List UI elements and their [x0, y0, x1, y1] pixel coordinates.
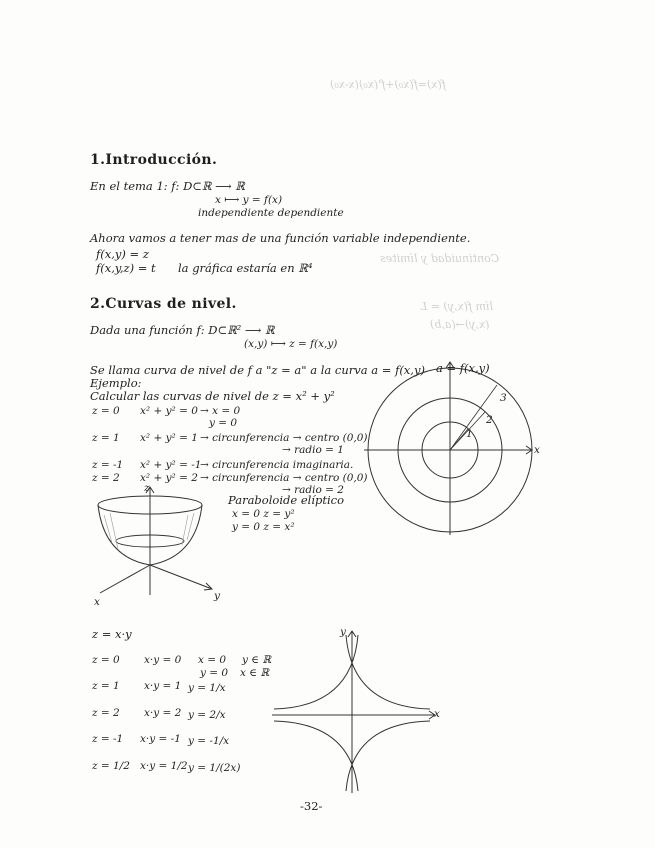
row-desc: → circunferencia → centro (0,0) — [200, 472, 368, 484]
ex2-row-z: z = 0 — [92, 654, 120, 666]
ex2-row-extra: y ∈ ℝ — [242, 654, 272, 666]
page-number: -32- — [300, 799, 323, 813]
intro-line-3: independiente dependiente — [198, 207, 344, 219]
hyperbola-branch-q1 — [346, 635, 430, 709]
paraboloid-y-label: y — [214, 590, 220, 602]
row-z: z = 2 — [92, 472, 120, 484]
row-desc: → circunferencia → centro (0,0) — [200, 432, 368, 444]
curve-a-label: a = f(x,y) — [436, 361, 490, 375]
def-line-3: Se llama curva de nivel de f a "z = a" a la curva a = f(x,y) — [90, 363, 425, 377]
paraboloide-label: Paraboloide elíptico — [228, 493, 345, 507]
intro-eq-1: f(x,y) = z — [96, 247, 149, 261]
row-desc-2: → radio = 2 — [282, 484, 344, 496]
intro-paragraph: Ahora vamos a tener mas de una función variable independiente. — [90, 231, 471, 245]
ex2-row-sol: y = 1/x — [188, 682, 226, 694]
row-desc-2: y = 0 — [209, 417, 238, 429]
hyperbola-branch-q2 — [274, 635, 358, 709]
hyperbola-branch-q4 — [346, 721, 430, 791]
paraboloid-z-label: z — [144, 482, 150, 494]
intro-line-1: En el tema 1: f: D⊂ℝ ⟶ ℝ — [90, 179, 245, 193]
row-eq: x² + y² = 2 — [140, 472, 198, 484]
calc-line: Calcular las curvas de nivel de z = x² + y² — [90, 389, 335, 403]
ex2-row-z: z = 1/2 — [92, 760, 130, 772]
hyperbola-y-label: y — [340, 626, 346, 638]
paraboloid-x-label: x — [94, 596, 100, 608]
row-z: z = -1 — [92, 459, 124, 471]
ghost-text: f(x)=f(x₀)+f'(x₀)(x-x₀) — [330, 78, 446, 91]
ex2-row-eq: x·y = 2 — [144, 707, 182, 719]
hyperbola-x-label: x — [434, 708, 440, 720]
ghost-text: (x,y)→(a,b) — [430, 318, 490, 331]
def-line-1: Dada una función f: D⊂ℝ² ⟶ ℝ — [90, 323, 275, 337]
row-z: z = 0 — [92, 405, 120, 417]
circles-x-label: x — [534, 444, 540, 456]
ex2-row-sol: y = 1/(2x) — [188, 762, 241, 774]
ex2-row-sol-2: y = 0 — [200, 667, 229, 679]
ex2-row-eq: x·y = -1 — [140, 733, 181, 745]
hyperbola-figure — [270, 625, 440, 795]
ghost-text: lím f(x,y) = L — [420, 300, 494, 313]
section-1-heading: 1.Introducción. — [90, 152, 218, 168]
row-eq: x² + y² = 1 — [140, 432, 198, 444]
row-eq: x² + y² = -1 — [140, 459, 202, 471]
paraboloid-x-axis — [100, 565, 150, 593]
intro-eq-2: f(x,y,z) = t — [96, 261, 156, 275]
paraboloid-figure — [90, 485, 230, 605]
ex2-row-eq: x·y = 1 — [144, 680, 182, 692]
section-2-heading: 2.Curvas de nivel. — [90, 296, 237, 312]
paraboloide-eq-2: y = 0 z = x² — [232, 521, 295, 533]
circle-label-2: 2 — [486, 414, 493, 426]
intro-eq-2-comment: la gráfica estaría en ℝ⁴ — [178, 261, 313, 275]
ghost-text: Continuidad y límites — [380, 252, 500, 265]
row-z: z = 1 — [92, 432, 120, 444]
row-desc: → circunferencia imaginaria. — [200, 459, 354, 471]
example-2-eq: z = x·y — [92, 627, 132, 641]
ex2-row-sol: y = -1/x — [188, 735, 230, 747]
ex2-row-eq: x·y = 0 — [144, 654, 182, 666]
ex2-row-eq: x·y = 1/2 — [140, 760, 188, 772]
ex2-row-extra-2: x ∈ ℝ — [240, 667, 270, 679]
ejemplo-label: Ejemplo: — [90, 376, 142, 390]
intro-line-2: x ⟼ y = f(x) — [215, 194, 283, 206]
level-curves-figure — [360, 350, 550, 540]
ex2-row-sol: y = 2/x — [188, 709, 226, 721]
ex2-row-z: z = 1 — [92, 680, 120, 692]
row-desc: → x = 0 — [200, 405, 241, 417]
row-desc-2: → radio = 1 — [282, 444, 344, 456]
ex2-row-sol: x = 0 — [198, 654, 227, 666]
def-line-2: (x,y) ⟼ z = f(x,y) — [244, 338, 338, 350]
ex2-row-z: z = -1 — [92, 733, 124, 745]
hyperbola-branch-q3 — [274, 721, 358, 791]
ex2-row-z: z = 2 — [92, 707, 120, 719]
paraboloide-eq-1: x = 0 z = y² — [232, 508, 295, 520]
paraboloid-y-axis — [150, 565, 212, 589]
circle-label-3: 3 — [500, 392, 507, 404]
circle-label-1: 1 — [466, 428, 473, 440]
row-eq: x² + y² = 0 — [140, 405, 198, 417]
